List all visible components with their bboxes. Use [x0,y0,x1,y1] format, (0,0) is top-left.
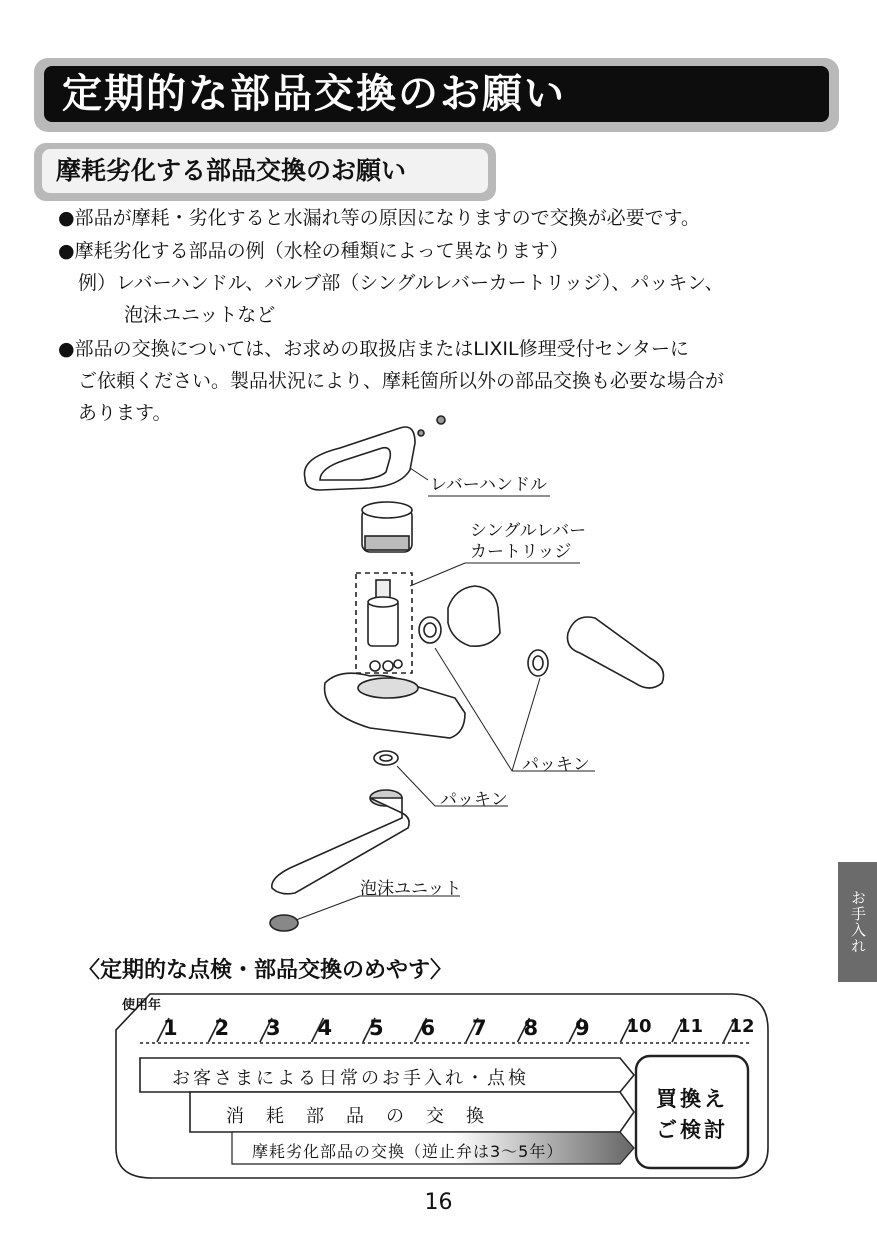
label-cartridge-1: シングルレバー [470,521,587,541]
schedule-title: 〈定期的な点検・部品交換のめやす〉 [78,958,453,983]
label-packing-right: パッキン [522,755,590,775]
bullet-contact-2: ご依頼ください。製品状況により、摩耗箇所以外の部品交換も必要な場合が [78,370,725,392]
row-wear-parts-text: 摩耗劣化部品の交換（逆止弁は3〜5年） [252,1142,564,1161]
year-4: 4 [317,1016,333,1040]
year-10: 10 [626,1016,652,1037]
row-daily-care-text: お客さまによる日常のお手入れ・点検 [172,1068,529,1089]
year-8: 8 [523,1016,539,1040]
page-title: 定期的な部品交換のお願い [44,66,829,122]
label-lever-handle: レバーハンドル [430,475,547,495]
section-title: 摩耗劣化する部品交換のお願い [42,149,488,193]
replace-line-1: 買換え [656,1087,728,1111]
row-consumables-text: 消 耗 部 品 の 交 換 [226,1106,486,1127]
year-12: 12 [729,1016,755,1037]
label-packing-center: パッキン [440,790,508,810]
year-2: 2 [214,1016,230,1040]
bullet-contact-3: あります。 [78,402,172,424]
year-7: 7 [472,1016,487,1040]
bullet-wear: ●部品が摩耗・劣化すると水漏れ等の原因になりますので交換が必要です。 [58,207,701,229]
year-9: 9 [575,1016,590,1040]
label-aerator: 泡沫ユニット [360,879,462,899]
years-row [0,1016,877,1042]
year-3: 3 [266,1016,281,1040]
bullet-contact-1: ●部品の交換については、お求めの取扱店またはLIXIL修理受付センターに [58,338,689,360]
year-5: 5 [369,1016,384,1040]
year-11: 11 [678,1016,704,1037]
example-line-1: 例）レバーハンドル、バルブ部（シングルレバーカートリッジ）、パッキン、 [78,272,724,294]
bullet-examples: ●摩耗劣化する部品の例（水栓の種類によって異なります） [58,240,569,262]
replace-line-2: ご検討 [656,1118,728,1142]
side-tab-care: お手入れ [838,862,877,982]
label-cartridge-2: カートリッジ [470,542,572,562]
years-label: 使用年 [122,998,162,1013]
year-1: 1 [163,1016,178,1040]
page-number: 16 [424,1190,453,1215]
example-line-2: 泡沫ユニットなど [124,304,276,326]
year-6: 6 [420,1016,436,1040]
